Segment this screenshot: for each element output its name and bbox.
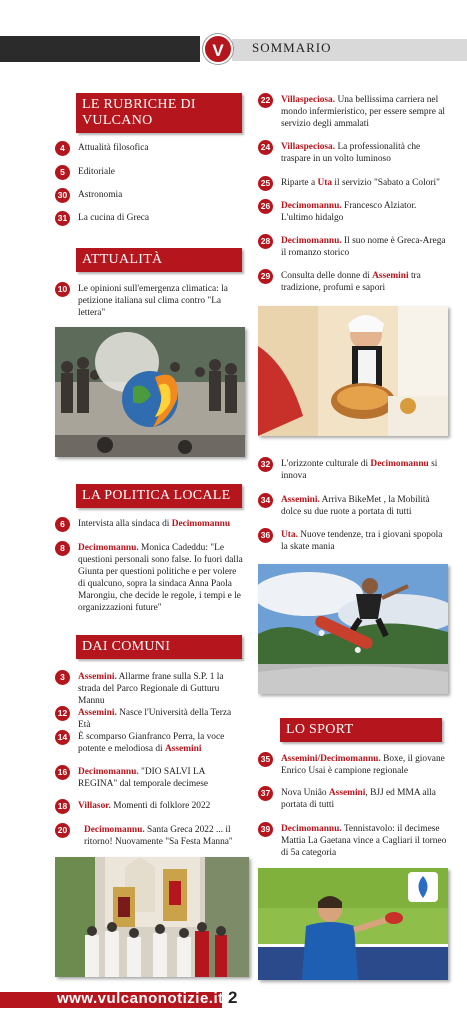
page-number-badge: 8 <box>55 541 70 556</box>
page-number-badge: 35 <box>258 752 273 767</box>
list-item[interactable]: 25 Riparte a Uta il servizio "Sabato a Colori" <box>258 177 448 191</box>
page-number-badge: 3 <box>55 670 70 685</box>
list-item[interactable]: 36 Uta. Nuove tendenze, tra i giovani spopola la skate mania <box>258 529 448 553</box>
procession-photo <box>55 857 249 977</box>
cooking-photo <box>258 306 448 436</box>
section-politica: LA POLITICA LOCALE <box>76 484 242 508</box>
section-sport: LO SPORT <box>280 718 442 742</box>
list-item[interactable]: 31 La cucina di Greca <box>55 212 245 226</box>
page-number-badge: 39 <box>258 822 273 837</box>
page-number-badge: 18 <box>55 799 70 814</box>
page-number-badge: 32 <box>258 457 273 472</box>
list-item[interactable]: 35 Assemini/Decimomannu. Boxe, il giovane Enrico Usai è campione regionale <box>258 753 448 777</box>
list-item[interactable]: 20 Decimomannu. Santa Greca 2022 ... il ritorno! Nuovamente "Sa Festa Manna" <box>55 824 245 848</box>
page-number-badge: 22 <box>258 93 273 108</box>
page-number-badge: 12 <box>55 706 70 721</box>
page-title: SOMMARIO <box>252 40 332 55</box>
list-item[interactable]: 8 Decimomannu. Monica Cadeddu: "Le questioni personali sono false. Io fuori dalla Giunta per questioni politiche e per volere di qualcuno, sopra la sindaca Anna Paola Marongiu, che decide le regole, i tempi e le organizzazioni future" <box>55 542 245 614</box>
section-comuni: DAI COMUNI <box>76 635 242 659</box>
section-attualita: ATTUALITÀ <box>76 248 242 272</box>
list-item[interactable]: 30 Astronomia <box>55 189 245 203</box>
page-number-badge: 16 <box>55 765 70 780</box>
page-number-badge: 26 <box>258 199 273 214</box>
page-number-badge: 14 <box>55 730 70 745</box>
list-item[interactable]: 28 Decimomannu. Il suo nome è Greca-Arega il romanzo storico <box>258 235 448 259</box>
list-item[interactable]: 10 Le opinioni sull'emergenza climatica: la petizione italiana sul clima contro "La lettera" <box>55 283 245 319</box>
header-bar <box>0 36 467 62</box>
section-rubriche: LE RUBRICHE DI VULCANO <box>76 93 242 133</box>
page-number-badge: 20 <box>55 823 70 838</box>
table-tennis-photo <box>258 868 448 980</box>
list-item[interactable]: 39 Decimomannu. Tennistavolo: il decimese Mattia La Gaetana vince a Cagliari il torneo di 5a categoria <box>258 823 448 859</box>
list-item[interactable]: 3 Assemini. Allarme frane sulla S.P. 1 la strada del Parco Regionale di Gutturu Mannu <box>55 671 245 707</box>
page-number-badge: 29 <box>258 269 273 284</box>
website-link[interactable]: www.vulcanonotizie.it <box>57 990 224 1007</box>
vulcano-logo: V <box>203 34 233 64</box>
list-item[interactable]: 34 Assemini. Arriva BikeMet , la Mobilità dolce su due ruote a portata di tutti <box>258 494 448 518</box>
list-item[interactable]: 32 L'orizzonte culturale di Decimomannu si innova <box>258 458 448 482</box>
page-number-badge: 6 <box>55 517 70 532</box>
list-item[interactable]: 29 Consulta delle donne di Assemini tra tradizione, profumi e sapori <box>258 270 448 294</box>
list-item[interactable]: 18 Villasor. Momenti di folklore 2022 <box>55 800 245 814</box>
list-item[interactable]: 5 Editoriale <box>55 166 245 180</box>
page-number-badge: 36 <box>258 528 273 543</box>
list-item[interactable]: 26 Decimomannu. Francesco Alziator. L'ultimo hidalgo <box>258 200 448 224</box>
list-item[interactable]: 22 Villaspeciosa. Una bellissima carriera nel mondo infermieristico, per essere sempre al servizio degli ammalati <box>258 94 448 130</box>
list-item[interactable]: 16 Decimomannu. "DIO SALVI LA REGINA" dal temporale decimese <box>55 766 245 790</box>
list-item[interactable]: 37 Nova Uniâo Assemini, BJJ ed MMA alla portata di tutti <box>258 787 448 811</box>
header-dark-strip <box>0 36 200 62</box>
list-item[interactable]: 24 Villaspeciosa. La professionalità che traspare in un volto luminoso <box>258 141 448 165</box>
page-number-badge: 5 <box>55 165 70 180</box>
list-item[interactable]: 12 Assemini. Nasce l'Università della Terza Età <box>55 707 245 731</box>
list-item[interactable]: 6 Intervista alla sindaca di Decimomannu <box>55 518 245 532</box>
page-number-badge: 4 <box>55 141 70 156</box>
page-number-badge: 25 <box>258 176 273 191</box>
page-number-badge: 37 <box>258 786 273 801</box>
skateboard-photo <box>258 564 448 694</box>
page-number-badge: 28 <box>258 234 273 249</box>
list-item[interactable]: 14 È scomparso Gianfranco Perra, la voce potente e melodiosa di Assemini <box>55 731 245 755</box>
page-number-badge: 30 <box>55 188 70 203</box>
page-number-badge: 34 <box>258 493 273 508</box>
list-item[interactable]: 4 Attualità filosofica <box>55 142 245 156</box>
page-number-badge: 10 <box>55 282 70 297</box>
page-number: 2 <box>228 988 238 1007</box>
page-number-badge: 31 <box>55 211 70 226</box>
page-number-badge: 24 <box>258 140 273 155</box>
climate-protest-photo <box>55 327 245 457</box>
